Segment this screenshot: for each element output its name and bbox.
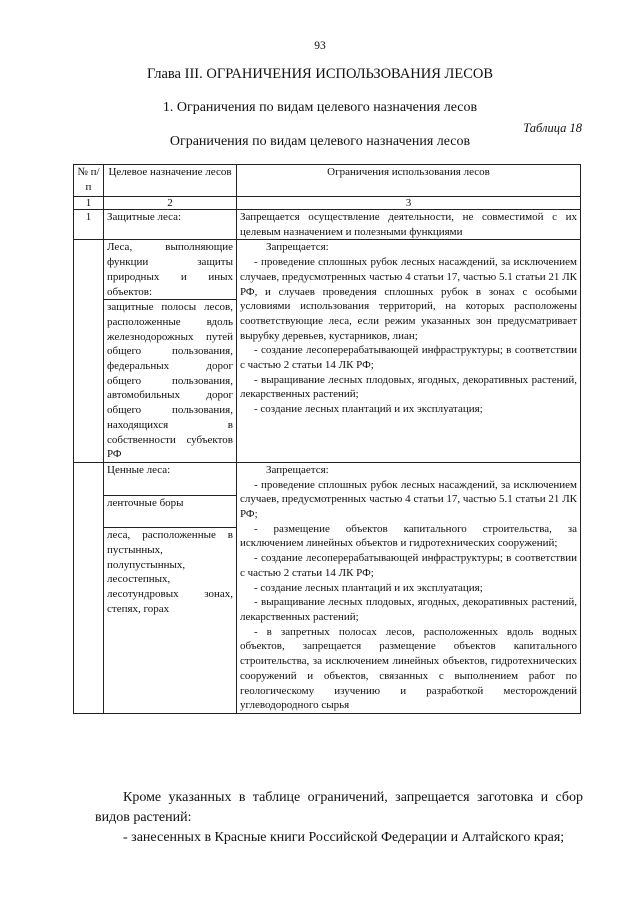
row-number — [74, 240, 104, 463]
chapter-title: Глава III. ОГРАНИЧЕНИЯ ИСПОЛЬЗОВАНИЯ ЛЕСОВ — [146, 66, 494, 82]
restriction-item: - создание лесных плантаций и их эксплуатация; — [254, 403, 483, 416]
table-row — [74, 240, 581, 300]
restriction-cell — [237, 462, 581, 713]
column-number: 3 — [237, 197, 581, 210]
restriction-item: - создание лесоперерабатывающей инфраструктуры; в соответствии с частью 2 статьи 14 ЛК РФ; — [240, 552, 577, 579]
table-header-row — [74, 165, 581, 197]
purpose-cell: Защитные леса: — [104, 210, 237, 240]
column-number: 2 — [104, 197, 237, 210]
restriction-item: - выращивание лесных плодовых, ягодных, декоративных растений, лекарственных растений; — [240, 596, 577, 623]
section-title: 1. Ограничения по видам целевого назначения лесов — [162, 100, 478, 115]
purpose-cell: ленточные боры — [104, 495, 237, 528]
table-row — [74, 210, 581, 240]
restriction-item: - размещение объектов капитального строительства, за исключением линейных объектов и гидротехнических сооружений; — [240, 522, 577, 550]
restriction-item: - создание лесоперерабатывающей инфраструктуры; в соответствии с частью 2 статьи 14 ЛК РФ; — [240, 344, 577, 372]
purpose-cell: защитные полосы лесов, расположенные вдоль железнодорожных путей общего пользования, федеральных дорог общего пользования, автомобильных дорог общего пользования, находящихся в собственности субъектов РФ — [104, 300, 237, 463]
row-number: 1 — [74, 210, 104, 240]
table-row — [74, 462, 581, 495]
header-purpose: Целевое назначение лесов — [104, 165, 237, 197]
purpose-cell: леса, расположенные в пустынных, полупустынных, лесостепных, лесотундровых зонах, степях, горах — [104, 528, 237, 714]
restriction-title: Запрещается: — [266, 241, 329, 254]
restriction-item: - выращивание лесных плодовых, ягодных, декоративных растений, лекарственных растений; — [240, 373, 577, 401]
body-paragraph: - занесенных в Красные книги Российской Федерации и Алтайского края; — [123, 830, 565, 845]
after-table-text — [95, 788, 583, 848]
restriction-cell — [237, 240, 581, 463]
restrictions-table — [73, 164, 581, 714]
header-restrictions: Ограничения использования лесов — [237, 165, 581, 197]
restriction-cell: Запрещается осуществление деятельности, не совместимой с их целевым назначением и полезными функциями — [237, 210, 581, 240]
body-paragraph: Кроме указанных в таблице ограничений, запрещается заготовка и сбор видов растений: — [95, 790, 583, 825]
page-number: 93 — [314, 40, 326, 52]
restriction-item: - проведение сплошных рубок лесных насаждений, за исключением случаев, предусмотренных частью 4 статьи 17, частью 5.1 статьи 21 ЛК РФ, и случаев проведения сплошных рубок в зонах с особыми условиями использования территорий, на которых расположены соответствующие леса, если режим указанных зон предусматривает вырубку деревьев, кустарников, лиан; — [240, 256, 577, 342]
header-number: № п/п — [74, 165, 104, 197]
row-number — [74, 462, 104, 713]
restriction-item: - в запретных полосах лесов, расположенных вдоль водных объектов, запрещается размещение объектов капитального строительства, за исключением линейных объектов, гидротехнических сооружений и объектов, связанных с выполнением работ по геологическому изучению и разработкой месторождений углеводородного сырья — [240, 625, 577, 712]
restriction-item: - создание лесных плантаций и их эксплуатация; — [254, 581, 483, 594]
purpose-cell: Ценные леса: — [104, 462, 237, 495]
restriction-item: - проведение сплошных рубок лесных насаждений, за исключением случаев, предусмотренных частью 4 статьи 17, частью 5.1 статьи 21 ЛК РФ; — [240, 478, 577, 521]
table-label: Таблица 18 — [523, 121, 582, 135]
purpose-cell: Леса, выполняющие функции защиты природных и иных объектов: — [104, 240, 237, 300]
restriction-title: Запрещается: — [266, 463, 329, 476]
column-number: 1 — [74, 197, 104, 210]
column-number-row — [74, 197, 581, 210]
table-title: Ограничения по видам целевого назначения лесов — [169, 134, 471, 149]
